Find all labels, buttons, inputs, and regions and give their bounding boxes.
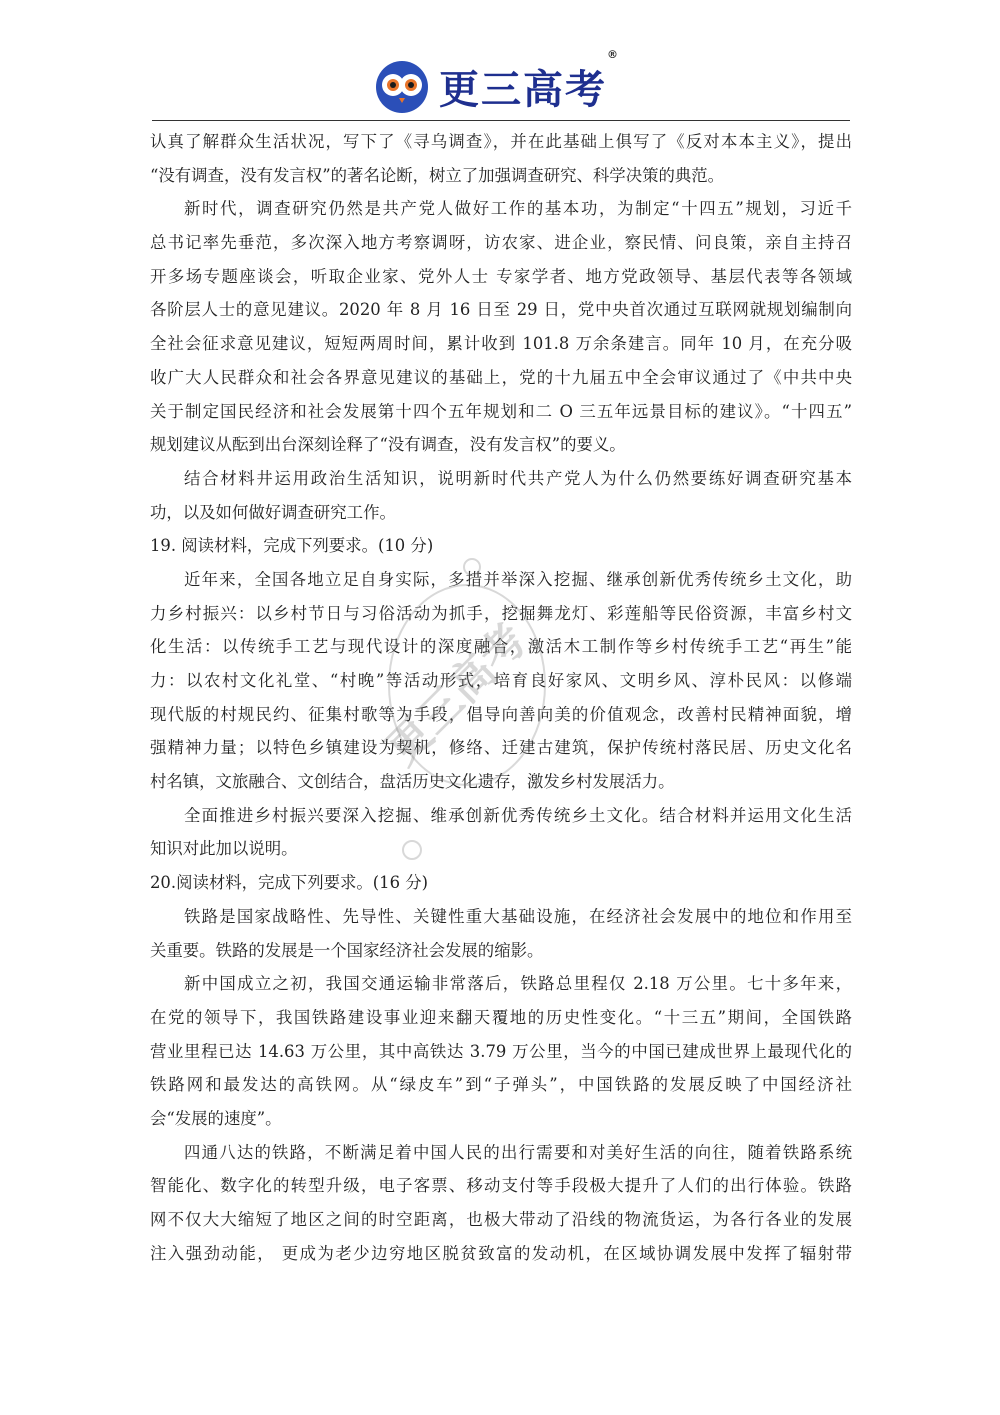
text-line: 铁路是国家战略性、先导性、关键性重大基础设施，在经济社会发展中的地位和作用至 xyxy=(184,906,852,926)
text-line: 功，以及如何做好调查研究工作。 xyxy=(150,502,396,522)
paragraph-railway-intro xyxy=(150,900,852,967)
text-line: 开多场专题座谈会，听取企业家、党外人士 专家学者、地方党政领导、基层代表等各领域 xyxy=(150,266,852,286)
text-line: 知识对此加以说明。 xyxy=(150,839,298,859)
paragraph-railway-impact xyxy=(150,1136,852,1271)
paragraph-rural-culture xyxy=(150,563,852,799)
text-line: 规划建议从酝到出台深刻诠释了“没有调查，没有发言权”的要义。 xyxy=(150,435,626,455)
question-19-title: 19. 阅读材料，完成下列要求。(10 分) xyxy=(150,536,434,556)
text-line: 力乡村振兴：以乡村节日与习俗活动为抓手，挖掘舞龙灯、彩莲船等民俗资源，丰富乡村文 xyxy=(150,603,852,623)
text-line: 全面推进乡村振兴要深入挖掘、维承创新优秀传统乡土文化。结合材料并运用文化生活 xyxy=(184,805,852,825)
header-divider xyxy=(152,120,850,121)
text-line: 在党的领导下，我国铁路建设事业迎来翻天覆地的历史性变化。“十三五”期间，全国铁路 xyxy=(150,1007,852,1027)
brand-logo xyxy=(375,48,620,115)
text-line: 各阶层人士的意见建议。2020 年 8 月 16 日至 29 日，党中央首次通过互联网就规划编制向 xyxy=(150,300,852,320)
text-line: 总书记率先垂范，多次深入地方考察调呀，访农家、进企业，察民情、问良策，亲自主持召 xyxy=(150,233,852,253)
paragraph-material-18-end xyxy=(150,125,852,192)
text-line: 营业里程已达 14.63 万公里，其中高铁达 3.79 万公里，当今的中国已建成世界上最现代化的 xyxy=(150,1041,852,1061)
question-18-prompt xyxy=(150,462,852,529)
text-line: 新时代，调查研究仍然是共产党人做好工作的基本功，为制定“十四五”规划，习近千 xyxy=(184,199,852,219)
text-line: 注入强劲动能， 更成为老少边穷地区脱贫致富的发动机，在区域协调发展中发挥了辐射带 xyxy=(150,1243,852,1263)
text-line: 会“发展的速度”。 xyxy=(150,1108,282,1128)
text-line: 智能化、数字化的转型升级，电子客票、移动支付等手段极大提升了人们的出行体验。铁路 xyxy=(150,1176,852,1196)
text-line: 关重要。铁路的发展是一个国家经济社会发展的缩影。 xyxy=(150,940,544,960)
text-line: 结合材料井运用政治生活知识，说明新时代共产党人为什么仍然要练好调查研究基本 xyxy=(184,468,852,488)
question-20-title: 20.阅读材料，完成下列要求。(16 分) xyxy=(150,873,428,893)
text-line: 收广大人民群众和社会各界意见建议的基础上，党的十九届五中全会审议通过了《中共中央 xyxy=(150,367,852,387)
watermark-text: 更三高考 xyxy=(376,614,538,776)
document-body xyxy=(150,125,852,1270)
question-19-prompt xyxy=(150,799,852,866)
page-header xyxy=(0,48,1000,120)
text-line: 近年来，全国各地立足自身实际，多措并举深入挖掘、继承创新优秀传统乡土文化，助 xyxy=(184,569,852,589)
paragraph-survey-new-era xyxy=(150,192,852,462)
text-line: “没有调查，没有发言权”的著名论断，树立了加强调查研究、科学决策的典范。 xyxy=(150,165,725,185)
text-line: 全社会征求意见建议，短短两周时间，累计收到 101.8 万余条建言。同年 10 月，在充分吸 xyxy=(150,334,852,354)
text-line: 铁路网和最发达的高铁网。从“绿皮车”到“子弹头”，中国铁路的发展反映了中国经济社 xyxy=(150,1075,852,1095)
text-line: 四通八达的铁路，不断满足着中国人民的出行需要和对美好生活的向往，随着铁路系统 xyxy=(184,1142,852,1162)
text-line: 力：以农村文化礼堂、“村晚”等活动形式，培育良好家风、文明乡风、淳朴民风：以修端 xyxy=(150,671,852,690)
text-line: 化生活：以传统手工艺与现代设计的深度融合，激活木工制作等乡村传统手工艺“再生”能 xyxy=(150,637,852,657)
text-line: 关于制定国民经济和社会发展第十四个五年规划和二 O 三五年远景目标的建议》。“十四五” xyxy=(150,401,852,421)
paragraph-railway-history xyxy=(150,967,852,1135)
text-line: 现代版的村规民约、征集村歌等为手段，倡导向善向美的价值观念，改善村民精神面貌，增 xyxy=(150,704,852,724)
text-line: 强精神力量；以特色乡镇建设为契机，修络、迁建古建筑，保护传统村落民居、历史文化名 xyxy=(150,738,852,758)
text-line: 新中国成立之初，我国交通运输非常落后，铁路总里程仅 2.18 万公里。七十多年来， xyxy=(184,974,852,994)
text-line: 网不仅大大缩短了地区之间的时空距离，也极大带动了沿线的物流货运，为各行各业的发展 xyxy=(150,1210,852,1229)
text-line: 村名镇，文旅融合、文创结合，盘活历史文化遗存，激发乡村发展活力。 xyxy=(150,772,675,792)
brand-name: 更三高考® xyxy=(439,48,620,113)
owl-logo-icon xyxy=(375,60,429,114)
text-line: 认真了解群众生活状况，写下了《寻乌调查》，并在此基础上俱写了《反对本本主义》，提出 xyxy=(150,132,852,151)
